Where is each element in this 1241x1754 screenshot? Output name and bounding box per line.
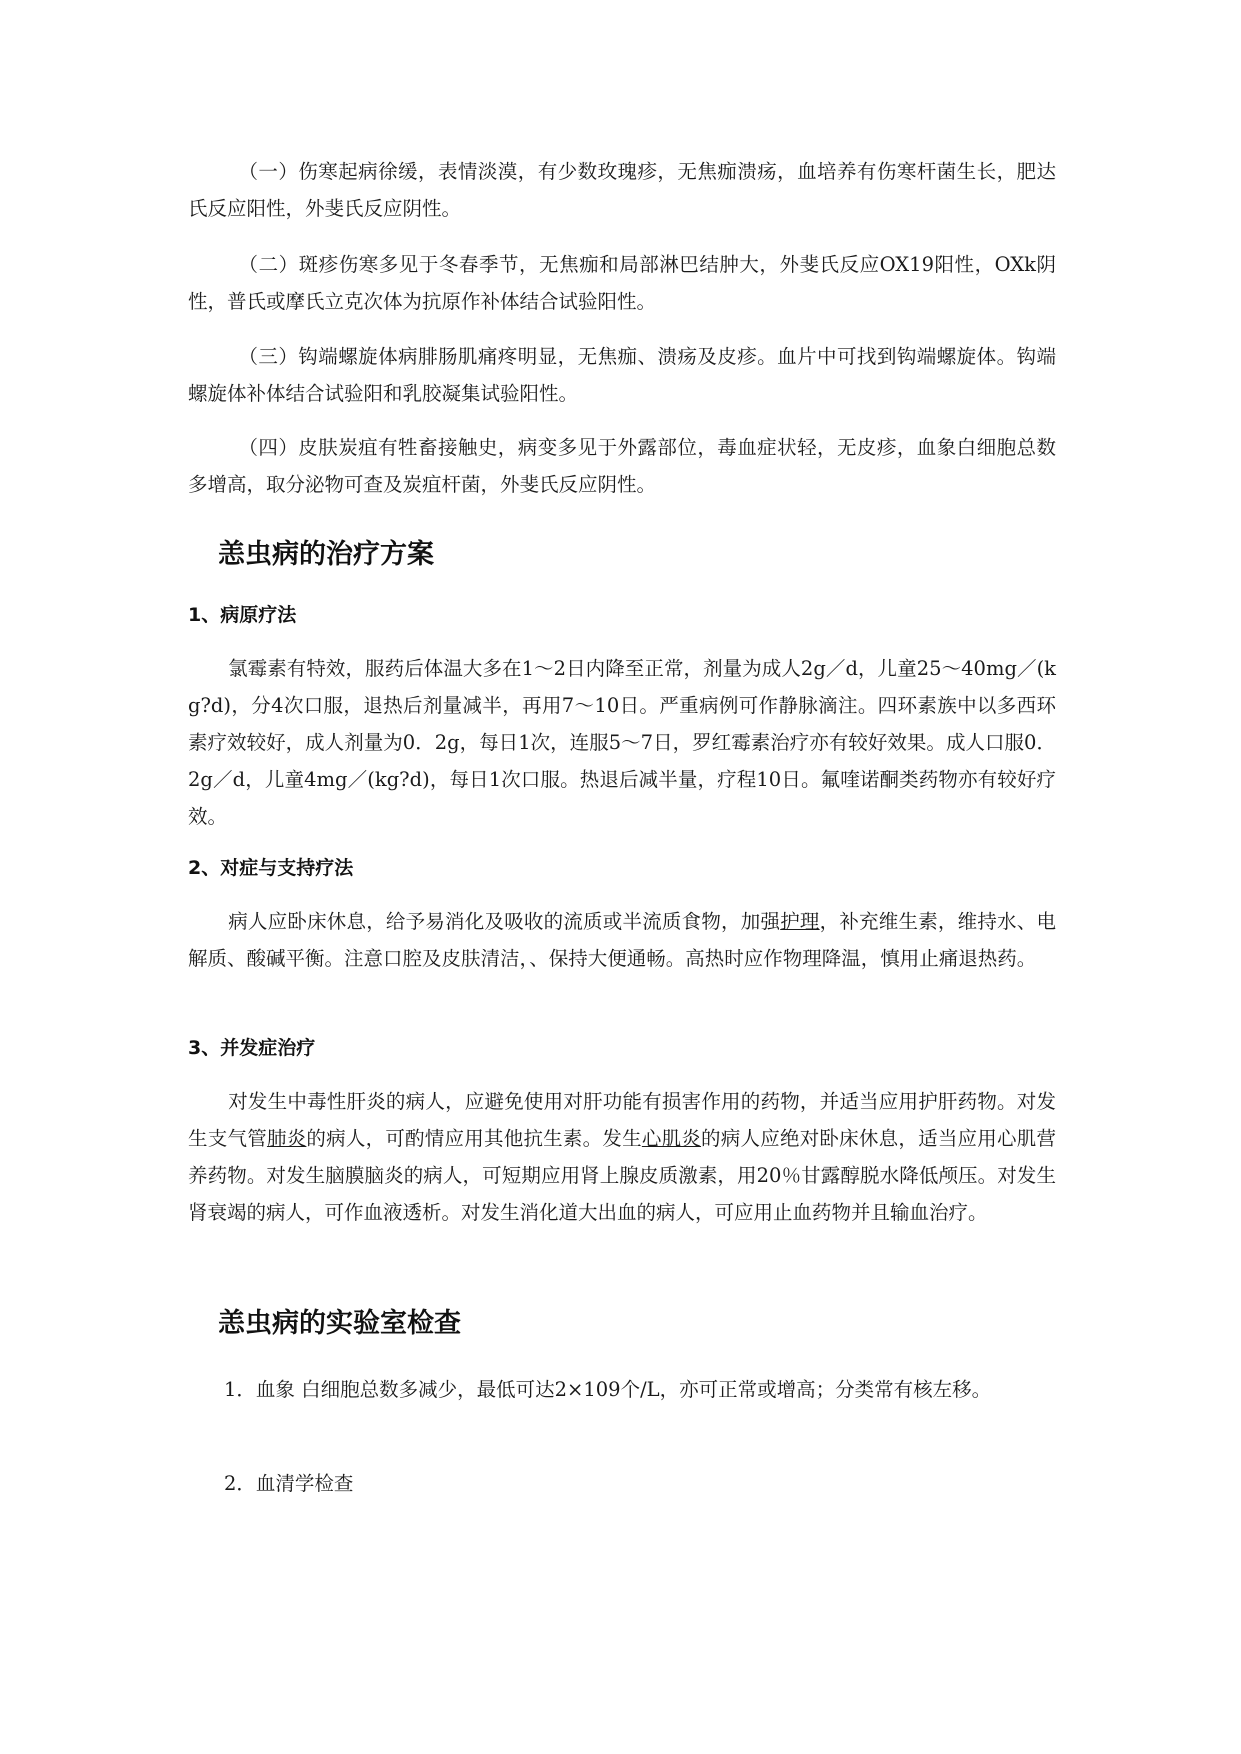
treatment-heading: 恙虫病的治疗方案: [218, 539, 434, 570]
differential-paragraph-2: （二）斑疹伤寒多见于冬春季节，无焦痂和局部淋巴结肿大，外斐氏反应OX19阳性，OXk阴性，普氏或摩氏立克次体为抗原作补体结合试验阳性。: [188, 253, 1056, 313]
nursing-link[interactable]: 护理: [780, 910, 820, 933]
complication-therapy-heading: 3、并发症治疗: [188, 1037, 316, 1059]
pneumonia-link[interactable]: 肺炎: [266, 1127, 307, 1150]
symptomatic-therapy-text: 病人应卧床休息，给予易消化及吸收的流质或半流质食物，加强护理，补充维生素，维持水、电解质、酸碱平衡。注意口腔及皮肤清洁，、保持大便通畅。高热时应作物理降温，慎用止痛退热药。: [188, 910, 1056, 970]
complication-therapy-text: 对发生中毒性肝炎的病人，应避免使用对肝功能有损害作用的药物，并适当应用护肝药物。对发生支气管肺炎的病人，可酌情应用其他抗生素。发生心肌炎的病人应绝对卧床休息，适当应用心肌营养药物。对发生脑膜脑炎的病人，可短期应用肾上腺皮质激素，用20％甘露醇脱水降低颅压。对发生肾衰竭的病人，可作血液透析。对发生消化道大出血的病人，可应用止血药物并且输血治疗。: [188, 1090, 1056, 1224]
serology-item: 2．血清学检查: [224, 1472, 354, 1495]
pathogen-therapy-text: 氯霉素有特效，服药后体温大多在1～2日内降至正常，剂量为成人2g／d，儿童25～40mg／(kg?d)，分4次口服，退热后剂量减半，再用7～10日。严重病例可作静脉滴注。四环素族中以多西环素疗效较好，成人剂量为0．2g，每日1次，连服5～7日，罗红霉素治疗亦有较好效果。成人口服0．2g／d，儿童4mg／(kg?d)，每日1次口服。热退后减半量，疗程10日。氟喹诺酮类药物亦有较好疗效。: [188, 657, 1056, 828]
symptomatic-therapy-heading: 2、对症与支持疗法: [188, 857, 354, 879]
myocarditis-link[interactable]: 心肌炎: [641, 1127, 702, 1150]
blood-picture-item: 1．血象 白细胞总数多减少，最低可达2×109个/L，亦可正常或增高；分类常有核左移。: [224, 1378, 992, 1401]
differential-paragraph-3: （三）钩端螺旋体病腓肠肌痛疼明显，无焦痂、溃疡及皮疹。血片中可找到钩端螺旋体。钩端螺旋体补体结合试验阳和乳胶凝集试验阳性。: [188, 345, 1056, 405]
differential-paragraph-1: （一）伤寒起病徐缓，表情淡漠，有少数玫瑰疹，无焦痂溃疡，血培养有伤寒杆菌生长，肥达氏反应阳性，外斐氏反应阴性。: [188, 160, 1056, 220]
differential-paragraph-4: （四）皮肤炭疽有牲畜接触史，病变多见于外露部位，毒血症状轻，无皮疹，血象白细胞总数多增高，取分泌物可查及炭疽杆菌，外斐氏反应阴性。: [188, 436, 1056, 496]
pathogen-therapy-heading: 1、病原疗法: [188, 604, 297, 626]
lab-exam-heading: 恙虫病的实验室检查: [218, 1308, 461, 1339]
